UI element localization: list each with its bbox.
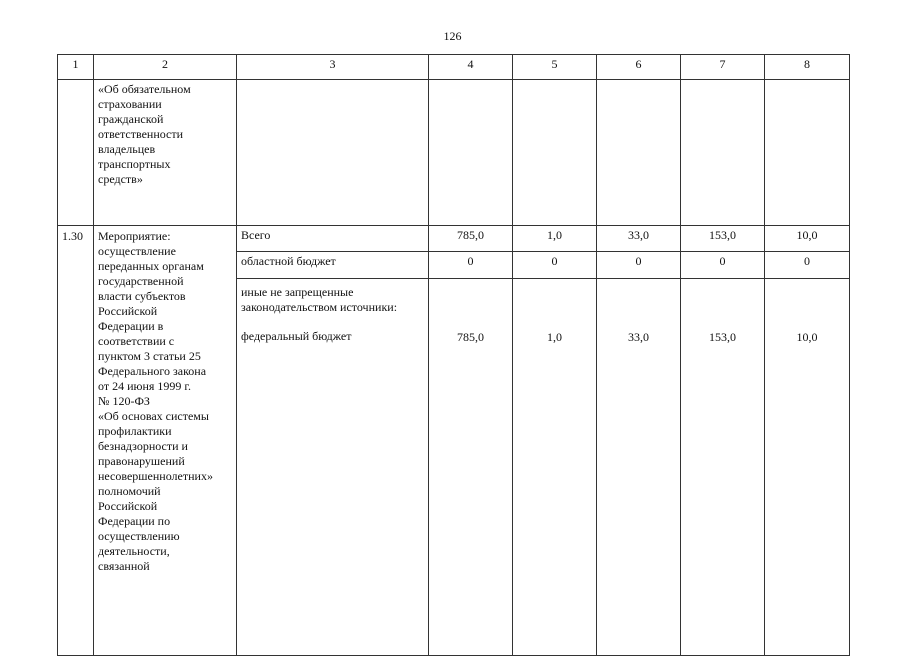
value-cell (765, 80, 850, 226)
value-cell: 33,0 (597, 279, 681, 656)
value-cell: 785,0 (429, 279, 513, 656)
page-number: 126 (443, 29, 462, 43)
column-header: 8 (765, 55, 850, 80)
value-cell: 0 (597, 252, 681, 279)
value-cell: 10,0 (765, 226, 850, 252)
value-cell: 785,0 (429, 226, 513, 252)
value-cell: 153,0 (681, 226, 765, 252)
table-header-row (58, 55, 850, 80)
budget-table (57, 54, 850, 656)
table-row-total (58, 226, 850, 252)
column-header: 3 (237, 55, 429, 80)
funding-source-cell: Всего (237, 226, 429, 252)
value-cell (597, 80, 681, 226)
column-header: 4 (429, 55, 513, 80)
column-header: 7 (681, 55, 765, 80)
funding-source-cell: областной бюджет (237, 252, 429, 279)
column-header: 2 (94, 55, 237, 80)
value-cell (681, 80, 765, 226)
value-cell: 10,0 (765, 279, 850, 656)
funding-source-cell (237, 279, 429, 656)
value-cell: 1,0 (513, 226, 597, 252)
column-header: 1 (58, 55, 94, 80)
column-header: 6 (597, 55, 681, 80)
item-description-cell: Мероприятие: осуществление переданных органам государственной власти субъектов Российской Федерации в соответствии с пунктом 3 статьи 25 Федерального закона от 24 июня 1999 г. № 120-ФЗ «Об основах системы профилактики безнадзорности и правонарушений несовершеннолетних» полномочий Российской Федерации по осуществлению деятельности, связанной (94, 226, 237, 656)
value-cell: 0 (513, 252, 597, 279)
item-description-cell: «Об обязательном страховании гражданской ответственности владельцев транспортных средств» (94, 80, 237, 226)
other-sources-label: иные не запрещенные законодательством источники: (241, 285, 398, 314)
item-number-cell: 1.30 (58, 226, 94, 656)
table-row-continuation (58, 80, 850, 226)
value-cell: 1,0 (513, 279, 597, 656)
value-cell: 0 (681, 252, 765, 279)
value-cell: 0 (765, 252, 850, 279)
funding-source-cell (237, 80, 429, 226)
value-cell: 0 (429, 252, 513, 279)
item-number-cell (58, 80, 94, 226)
column-header: 5 (513, 55, 597, 80)
value-cell: 153,0 (681, 279, 765, 656)
value-cell (429, 80, 513, 226)
value-cell: 33,0 (597, 226, 681, 252)
value-cell (513, 80, 597, 226)
federal-budget-label: федеральный бюджет (241, 329, 352, 343)
